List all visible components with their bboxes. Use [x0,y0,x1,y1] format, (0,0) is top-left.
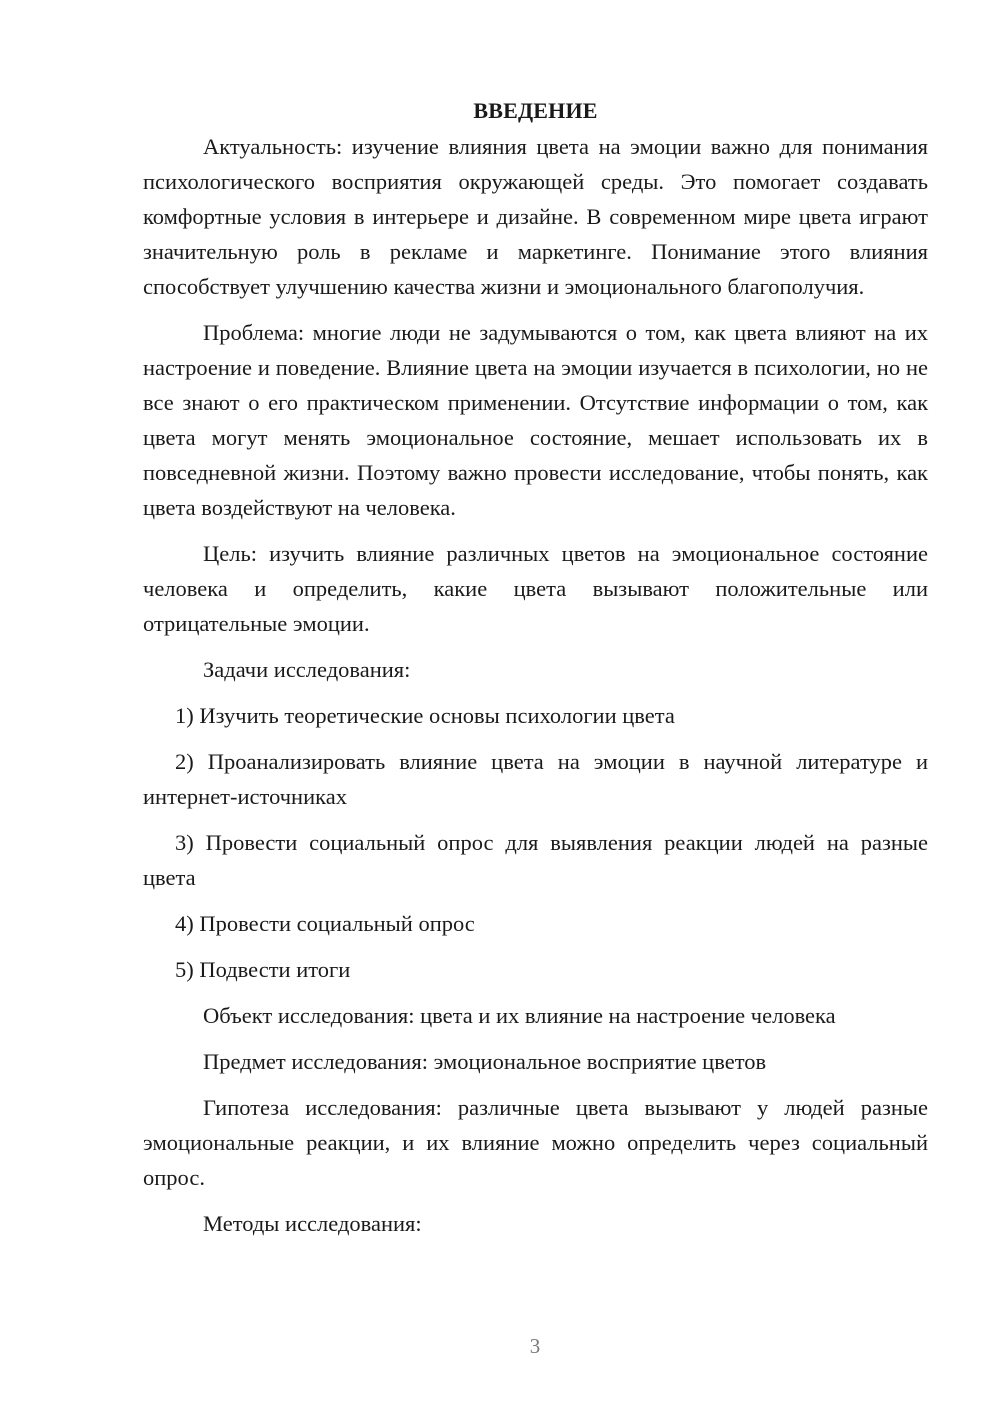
paragraph-problem: Проблема: многие люди не задумываются о том, как цвета влияют на их настроение и поведение. Влияние цвета на эмоции изучается в психологии, но не все знают о его практическом применении. Отсутствие информации о том, как цвета могут менять эмоциональное состояние, мешает использовать их в повседневной жизни. Поэтому важно провести исследование, чтобы понять, как цвета воздействуют на человека. [143,320,928,520]
paragraph-goal: Цель: изучить влияние различных цветов на эмоциональное состояние человека и определить, какие цвета вызывают положительные или отрицательные эмоции. [143,541,928,636]
section-heading: ВВЕДЕНИЕ [473,98,598,123]
paragraph-subject: Предмет исследования: эмоциональное восприятие цветов [203,1049,767,1074]
page-content [143,93,928,1252]
task-item-4: 4) Провести социальный опрос [175,911,475,936]
paragraph-hypothesis: Гипотеза исследования: различные цвета вызывают у людей разные эмоциональные реакции, и их влияние можно определить через социальный опрос. [143,1095,928,1190]
task-item-3: 3) Провести социальный опрос для выявления реакции людей на разные цвета [143,830,928,890]
paragraph-relevance: Актуальность: изучение влияния цвета на эмоции важно для понимания психологического восприятия окружающей среды. Это помогает создавать комфортные условия в интерьере и дизайне. В современном мире цвета играют значительную роль в рекламе и маркетинге. Понимание этого влияния способствует улучшению качества жизни и эмоционального благополучия. [143,134,928,299]
paragraph-methods: Методы исследования: [203,1211,422,1236]
task-item-5: 5) Подвести итоги [175,957,351,982]
task-item-2: 2) Проанализировать влияние цвета на эмоции в научной литературе и интернет-источниках [143,749,928,809]
tasks-list [143,698,928,987]
page-number: 3 [529,1334,541,1358]
paragraph-object: Объект исследования: цвета и их влияние на настроение человека [203,1003,836,1028]
task-item-1: 1) Изучить теоретические основы психологии цвета [175,703,675,728]
tasks-title: Задачи исследования: [203,657,411,682]
